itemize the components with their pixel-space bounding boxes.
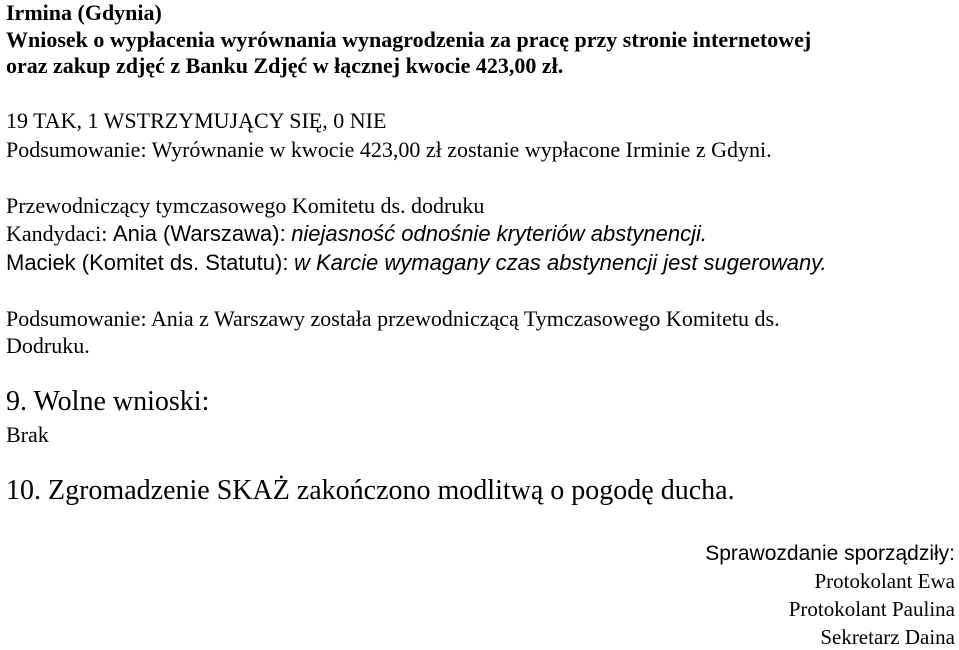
candidate-line-2: [6, 250, 827, 276]
item9-content: Brak: [6, 422, 49, 447]
committee-title: Przewodniczący tymczasowego Komitetu ds. dodruku: [6, 193, 485, 218]
candidates-label: Kandydaci:: [6, 221, 108, 246]
vote-result: 19 TAK, 1 WSTRZYMUJĄCY SIĘ, 0 NIE: [6, 108, 387, 133]
committee-summary-line2: Dodruku.: [6, 333, 90, 358]
candidate2-name: Maciek (Komitet ds. Statutu):: [6, 250, 289, 275]
signature-label: Sprawozdanie sporządziły:: [705, 542, 955, 565]
candidate1-note: niejasność odnośnie kryteriów abstynencji.: [291, 221, 707, 246]
motion-text-line2: oraz zakup zdjęć z Banku Zdjęć w łącznej kwocie 423,00 zł.: [6, 53, 564, 78]
committee-summary-line1: Podsumowanie: Ania z Warszawy została przewodniczącą Tymczasowego Komitetu ds.: [6, 306, 780, 331]
item9-heading: 9. Wolne wnioski:: [6, 386, 210, 417]
item10-heading: 10. Zgromadzenie SKAŻ zakończono modlitwą o pogodę ducha.: [6, 475, 735, 506]
signature-name-2: Protokolant Paulina: [788, 597, 955, 621]
person-name: Irmina (Gdynia): [6, 0, 162, 25]
motion-text-line1: Wniosek o wypłacenia wyrównania wynagrodzenia za pracę przy stronie internetowej: [6, 27, 812, 52]
candidate2-note: w Karcie wymagany czas abstynencji jest sugerowany.: [293, 250, 827, 275]
signature-name-3: Sekretarz Daina: [820, 625, 955, 649]
candidate1-name: Ania (Warszawa):: [112, 221, 286, 246]
candidate-line-1: [6, 221, 707, 247]
vote-summary: Podsumowanie: Wyrównanie w kwocie 423,00 zł zostanie wypłacone Irminie z Gdyni.: [6, 137, 772, 162]
signature-name-1: Protokolant Ewa: [814, 569, 955, 593]
